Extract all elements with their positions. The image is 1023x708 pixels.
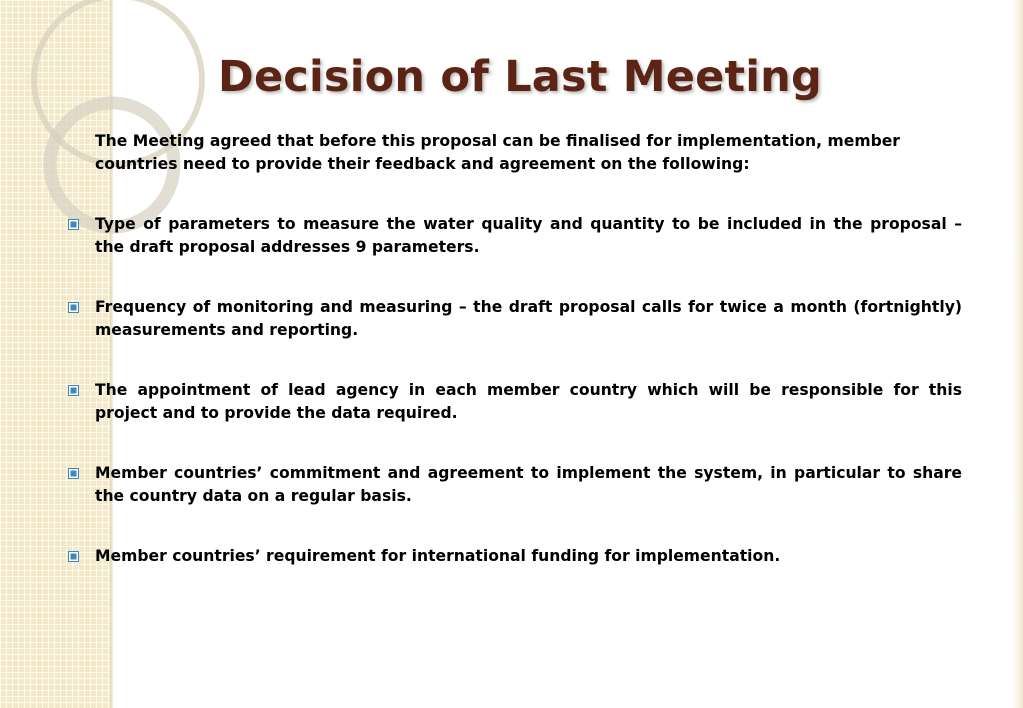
checkbox-bullet-icon — [68, 385, 79, 396]
bullet-item — [95, 462, 962, 508]
right-edge-shade — [1013, 0, 1023, 708]
bullet-item — [95, 545, 962, 568]
checkbox-bullet-icon — [68, 219, 79, 230]
checkbox-bullet-icon — [68, 302, 79, 313]
bullet-text: The appointment of lead agency in each member country which will be responsible for this project and to provide the data required. — [95, 381, 962, 422]
bullet-item — [95, 213, 962, 259]
bullet-text: Type of parameters to measure the water quality and quantity to be included in the proposal – the draft proposal addresses 9 parameters. — [95, 215, 962, 256]
bullet-item — [95, 379, 962, 425]
bullet-text: Member countries’ requirement for international funding for implementation. — [95, 547, 781, 565]
checkbox-bullet-icon — [68, 551, 79, 562]
bullet-text: Frequency of monitoring and measuring – the draft proposal calls for twice a month (fortnightly) measurements and reporting. — [95, 298, 962, 339]
slide-body — [95, 130, 962, 605]
bullet-item — [95, 296, 962, 342]
checkbox-bullet-icon — [68, 468, 79, 479]
intro-paragraph: The Meeting agreed that before this proposal can be finalised for implementation, member countries need to provide their feedback and agreement on the following: — [95, 132, 900, 173]
bullet-text: Member countries’ commitment and agreement to implement the system, in particular to share the country data on a regular basis. — [95, 464, 962, 505]
slide-title: Decision of Last Meeting — [218, 52, 822, 102]
